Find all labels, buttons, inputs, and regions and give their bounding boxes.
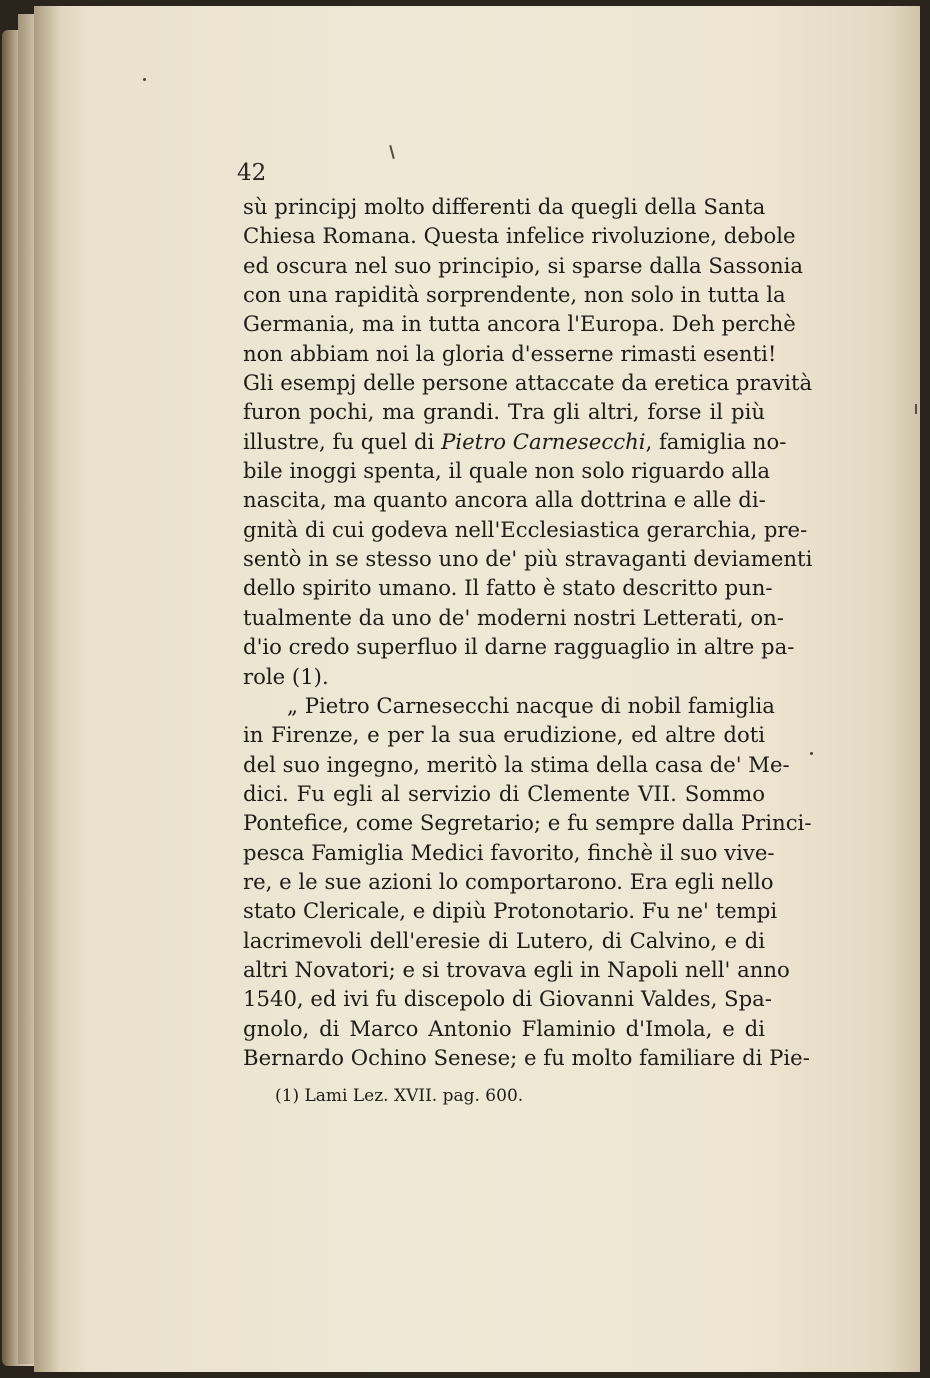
text-line: Gli esempj delle persone attaccate da eretica pravità — [243, 370, 813, 396]
text-line: ed oscura nel suo principio, si sparse dalla Sassonia — [243, 252, 804, 278]
text-line: dici. Fu egli al servizio di Clemente VII. Sommo — [243, 780, 765, 806]
text-line: dello spirito umano. Il fatto è stato descritto pun- — [243, 575, 773, 601]
text-line: Germania, ma in tutta ancora l'Europa. Deh perchè — [243, 311, 796, 337]
text-line: „ Pietro Carnesecchi nacque di nobil famiglia — [287, 692, 775, 718]
ink-mark — [915, 404, 917, 414]
text-line: 1540, ed ivi fu discepolo di Giovanni Valdes, Spa- — [243, 986, 772, 1012]
text-line: stato Clericale, e dipiù Protonotario. Fu ne' tempi — [243, 898, 778, 924]
text-line: furon pochi, ma grandi. Tra gli altri, forse il più — [243, 399, 765, 425]
text-line: nascita, ma quanto ancora alla dottrina e alle di- — [243, 487, 766, 513]
text-line: d'io credo superfluo il darne ragguaglio in altre pa- — [243, 634, 795, 660]
ink-speck — [810, 752, 813, 755]
text-line: lacrimevoli dell'eresie di Lutero, di Calvino, e di — [243, 927, 765, 953]
body-text — [243, 192, 813, 1072]
text-line: bile inoggi spenta, il quale non solo riguardo alla — [243, 458, 771, 484]
text-line: sù principj molto differenti da quegli della Santa — [243, 194, 766, 219]
text-line: Bernardo Ochino Senese; e fu molto familiare di Pie- — [243, 1044, 810, 1070]
text-line: sentò in se stesso uno de' più stravaganti deviamenti — [243, 546, 813, 572]
text-line: in Firenze, e per la sua erudizione, ed altre doti — [243, 722, 765, 748]
text-line: altri Novatori; e si trovava egli in Napoli nell' anno — [243, 956, 790, 982]
ink-speck — [143, 78, 146, 81]
fold-shadow — [34, 6, 60, 1372]
text-line: con una rapidità sorprendente, non solo in tutta la — [243, 282, 786, 308]
text-line: gnità di cui godeva nell'Ecclesiastica gerarchia, pre- — [243, 516, 808, 542]
text-segment: illustre, fu quel di — [243, 428, 442, 454]
text-line: tualmente da uno de' moderni nostri Letterati, on- — [243, 604, 784, 630]
page-number: 42 — [237, 160, 267, 186]
footnote: (1) Lami Lez. XVII. pag. 600. — [275, 1086, 524, 1106]
text-line: Pontefice, come Segretario; e fu sempre dalla Princi- — [243, 810, 812, 836]
text-line: role (1). — [243, 663, 329, 689]
text-line: del suo ingegno, meritò la stima della casa de' Me- — [243, 751, 790, 777]
text-line — [243, 427, 787, 456]
text-line: non abbiam noi la gloria d'esserne rimasti esenti! — [243, 340, 777, 366]
text-line: gnolo, di Marco Antonio Flaminio d'Imola, e di — [243, 1015, 765, 1041]
text-line: Chiesa Romana. Questa infelice rivoluzione, debole — [243, 223, 796, 249]
text-segment: , famiglia no- — [645, 428, 787, 454]
text-line: re, e le sue azioni lo comportarono. Era egli nello — [243, 868, 774, 894]
text-line: pesca Famiglia Medici favorito, finchè il suo vive- — [243, 839, 775, 865]
italic-name: Pietro Carnesecchi — [441, 428, 646, 454]
